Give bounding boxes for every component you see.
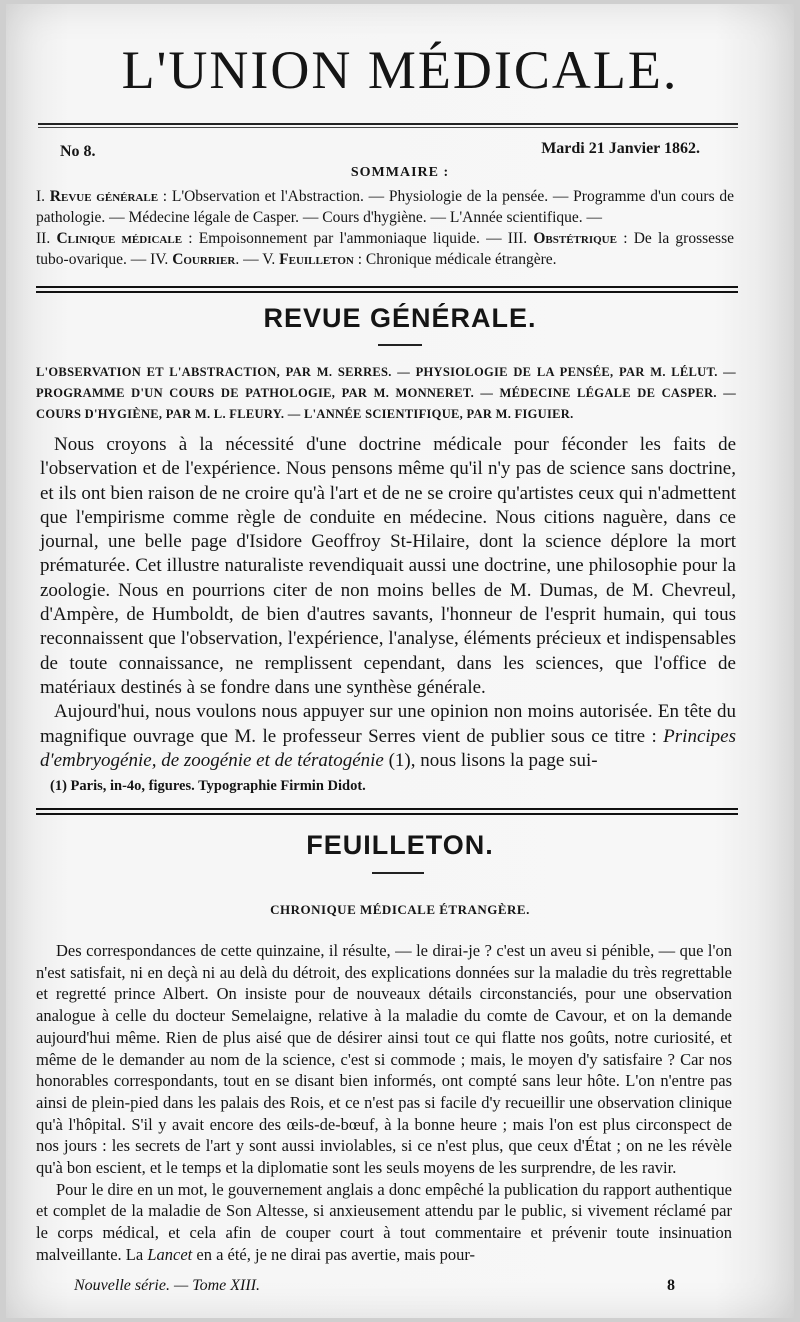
section-label: Obstétrique [533,230,617,247]
footer-series: Nouvelle série. — Tome XIII. [74,1277,261,1294]
issue-date: Mardi 21 Janvier 1862. [541,140,700,157]
sommaire-text: : Chronique médicale étrangère. [353,251,557,268]
sommaire-line-2 [36,228,734,270]
page-number: 8 [667,1277,675,1294]
paragraph-text: en a été, je ne dirai pas avertie, mais pour- [192,1244,476,1264]
revue-heading: REVUE GÉNÉRALE. [263,303,537,333]
paragraph-text: Pour le dire en un mot, le gouvernement anglais a donc empêché la publication du rapport authentique et complet de la maladie de Son Altesse, si anxieusement attendu par le public, si vivement réclamé par le corps médical, et cela afin de couper court à tout commentaire et prévenir toute insinuation malveillante. La [36,1179,732,1264]
paragraph-text: Aujourd'hui, nous voulons nous appuyer sur une opinion non moins autorisée. En tête du magnifique ouvrage que M. le professeur Serres vient de publier sous ce titre : [40,701,736,747]
paragraph-text: (1), nous lisons la page sui- [383,749,598,771]
heading-ornament-rule [378,344,422,346]
revue-body [40,433,736,773]
sommaire-block [36,186,734,270]
section-divider [36,808,738,810]
section-number: II. [36,230,57,247]
revue-subtitle [36,362,736,425]
masthead-title: L'UNION MÉDICALE. [121,40,679,100]
journal-title: Lancet [147,1244,193,1264]
section-number: I. [36,188,50,205]
section-label: Feuilleton [279,251,354,268]
issue-number: No 8. [60,143,96,160]
feuilleton-paragraph: Des correspondances de cette quinzaine, il résulte, — le dirai-je ? c'est un aveu si pénible, — que l'on n'est satisfait, ni en deçà ni au delà du détroit, des explications données sur la maladie du très regrettable et regretté prince Albert. On insiste pour de nouveaux détails circonstanciés, pour une observation analogue à celle du docteur Semelaigne, relative à la maladie du comte de Cavour, et on la demande aujourd'hui même. Rien de plus aisé que de désirer ainsi tout ce qui flatte nos goûts, notre curiosité, et même de le demander au nom de la science, c'est si commode ; mais, le moyen d'y satisfaire ? Car nos honorables correspondants, tout en se disant bien informés, ont compté sans leur hôte. L'on n'entre pas ainsi de plein-pied dans les palais des Rois, et ce n'est pas si facile d'y recueillir une observation clinique qu'à l'hôpital. S'il y avait encore des œils-de-bœuf, à la bonne heure ; mais l'on est plus circonspect de nos jours : les secrets de l'art y sont aussi inviolables, si ce n'est plus, que ceux d'État ; on ne les révèle qu'à bon escient, et le temps et la diplomatie sont les seuls moyens de les surprendre, de les ravir. [36,941,732,1178]
footnote: (1) Paris, in-4o, figures. Typographie Firmin Didot. [50,778,366,794]
sommaire-text: . — V. [235,251,280,268]
sommaire-line-1 [36,186,734,228]
section-label: Courrier [172,251,236,268]
revue-subtitle-text: L'OBSERVATION ET L'ABSTRACTION, PAR M. SERRES. — PHYSIOLOGIE DE LA PENSÉE, PAR M. LÉLUT. — PROGRAMME D'UN COURS DE PATHOLOGIE, PAR M. MONNERET. — MÉDECINE LÉGALE DE CASPER. — COURS D'HYGIÈNE, PAR M. L. FLEURY. — L'ANNÉE SCIENTIFIQUE, PAR M. FIGUIER. [36,365,736,421]
feuilleton-paragraph [36,1179,732,1266]
heading-ornament-rule [372,872,424,874]
section-divider [36,813,738,815]
section-divider [36,291,738,293]
revue-paragraph: Nous croyons à la nécessité d'une doctrine médicale pour féconder les faits de l'observation et de l'expérience. Nous pensons même qu'il n'y pas de science sans doctrine, et ils ont bien raison de ne croire qu'à l'art et de ne se croire qu'artistes ceux qui n'admettent que l'empirisme comme règle de conduite en médecine. Nous citions naguère, dans ce journal, une belle page d'Isidore Geoffroy St-Hilaire, dont la science déplore la mort prématurée. Cet illustre naturaliste revendiquait aussi une doctrine, une philosophie pour la zoologie. Nous en pourrions citer de non moins belles de M. Dumas, de M. Chevreul, d'Ampère, de Humboldt, de bien d'autres savants, l'honneur de l'esprit humain, qui tous reconnaissent que l'observation, l'expérience, l'analyse, éléments précieux et indispensables de toute connaissance, ne remplissent cependant, dans les sciences, que l'office de matériaux destinés à se fondre dans une synthèse générale. [40,434,736,698]
sommaire-text: : De la grossesse tubo-ovarique. — IV. [36,230,734,268]
feuilleton-subheading: CHRONIQUE MÉDICALE ÉTRANGÈRE. [270,902,530,917]
section-divider [36,286,738,288]
feuilleton-heading: FEUILLETON. [306,830,494,860]
section-label: Revue générale [49,188,159,205]
sommaire-text: : L'Observation et l'Abstraction. — Physiologie de la pensée. — Programme d'un cours de pathologie. — Médecine légale de Casper. — Cours d'hygiène. — L'Année scientifique. — [36,188,734,226]
masthead-rule-thin [38,127,738,128]
section-label: Clinique médicale [56,230,183,247]
masthead-rule [38,123,738,125]
feuilleton-body [36,940,732,1266]
book-title: Principes d'embryogénie, de zoogénie et de tératogénie [40,725,736,771]
sommaire-text: : Empoisonnement par l'ammoniaque liquide. — III. [182,230,534,247]
revue-paragraph [40,700,736,773]
sommaire-title: SOMMAIRE : [350,165,450,180]
